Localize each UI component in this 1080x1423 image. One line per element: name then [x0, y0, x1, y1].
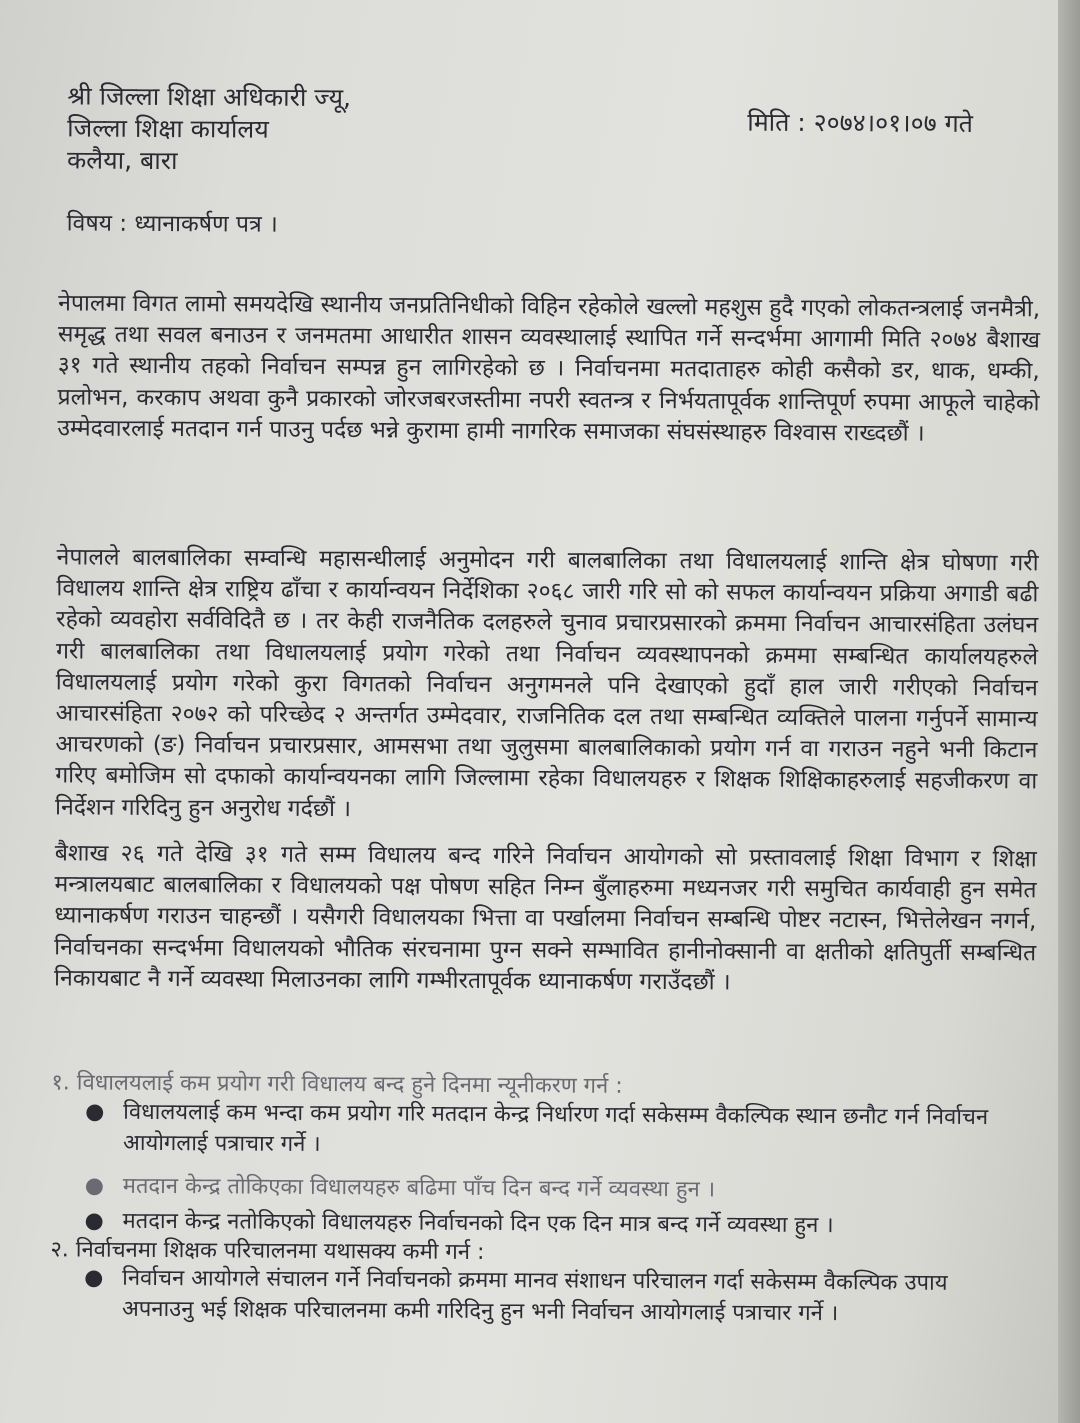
bullet-dot-icon: ●: [84, 1173, 105, 1199]
point-heading-2: २. निर्वाचनमा शिक्षक परिचालनमा यथासक्य कमी गर्न :: [50, 1237, 485, 1265]
letter-date: मिति : २०७४।०१।०७ गते: [747, 107, 974, 138]
bullet-item: [85, 1097, 1025, 1165]
bullet-dot-icon: ●: [84, 1265, 104, 1291]
bullet-text: मतदान केन्द्र तोकिएका विधालयहरु बढिमा पाँच दिन बन्द गर्ने व्यवस्था हुन ।: [122, 1173, 716, 1203]
recipient-line-3: कलैया, बारा: [66, 145, 178, 176]
recipient-line-1: श्री जिल्ला शिक्षा अधिकारी ज्यू,: [67, 81, 352, 113]
bullet-text: विधालयलाई कम भन्दा कम प्रयोग गरि मतदान केन्द्र निर्धारण गर्दा सकेसम्म वैकल्पिक स्थान छनौट गर्न निर्वाचन आयोगलाई पत्राचार गर्ने ।: [122, 1099, 989, 1157]
page-edge-shadow: [1058, 0, 1080, 1423]
recipient-address: [67, 80, 351, 178]
body-paragraph-3: बैशाख २६ गते देखि ३१ गते सम्म विधालय बन्द गरिने निर्वाचन आयोगको सो प्रस्तावलाई शिक्षा विभाग र शिक्षा मन्त्रालयबाट बालबालिका र विधालयको पक्ष पोषण सहित निम्न बुँलाहरुमा मध्यनजर गरी समुचित कार्यवाही हुन समेत ध्यानाकर्षण गराउन चाहन्छौं । यसैगरी विधालयका भित्ता वा पर्खालमा निर्वाचन सम्बन्धि पोष्टर नटास्न, भित्तेलेखन नगर्न, निर्वाचनका सन्दर्भमा विधालयको भौतिक संरचनामा पुग्न सक्ने सम्भावित हानीनोक्सानी वा क्षतीको क्षतिपुर्ती सम्बन्धित निकायबाट नै गर्ने व्यवस्था मिलाउनका लागि गम्भीरतापूर्वक ध्यानाकर्षण गराउँदछौं ।: [53, 840, 1037, 996]
body-paragraph-2: नेपालले बालबालिका सम्वन्धि महासन्धीलाई अनुमोदन गरी बालबालिका तथा विधालयलाई शान्ति क्षेत्र घोषणा गरी विधालय शान्ति क्षेत्र राष्ट्रिय ढाँचा र कार्यान्वयन निर्देशिका २०६८ जारी गरि सो को सफल कार्यान्वयन प्रक्रिया अगाडी बढी रहेको व्यवहोरा सर्वविदितै छ । तर केही राजनैतिक दलहरुले चुनाव प्रचारप्रसारको क्रममा निर्वाचन आचारसंहिता उलंघन गरी बालबालिका तथा विधालयलाई प्रयोग गरेको तथा निर्वाचन व्यवस्थापनको क्रममा सम्बन्धित कार्यालयहरुले विधालयलाई प्रयोग गरेको कुरा विगतको निर्वाचन अनुगमनले पनि देखाएको हुदाँ हाल जारी गरीएको निर्वाचन आचारसंहिता २०७२ को परिच्छेद २ अन्तर्गत उम्मेदवार, राजनितिक दल तथा सम्बन्धित व्यक्तिले पालना गर्नुपर्ने सामान्य आचरणको (ङ) निर्वाचन प्रचारप्रसार, आमसभा तथा जुलुसमा बालबालिकाको प्रयोग गर्न वा गराउन नहुने भनी किटान गरिए बमोजिम सो दफाको कार्यान्वयनका लागि जिल्लामा रहेका विधालयहरु र शिक्षक शिक्षिकाहरुलाई सहजीकरण वा निर्देशन गरिदिनु हुन अनुरोध गर्दछौं ।: [54, 544, 1039, 822]
bullet-dot-icon: ●: [84, 1208, 104, 1234]
bullet-text: निर्वाचन आयोगले संचालन गर्ने निर्वाचनको क्रममा मानव संशाधन परिचालन गर्दा सकेसम्म वैकल्पिक उपाय अपनाउनु भई शिक्षक परिचालनमा कमी गरिदिनु हुन भनी निर्वाचन आयोगलाई पत्राचार गर्ने ।: [121, 1265, 948, 1327]
bullet-item: [85, 1171, 1025, 1208]
bullet-item: [84, 1263, 1024, 1331]
bullet-text: मतदान केन्द्र नतोकिएको विधालयहरु निर्वाचनको दिन एक दिन मात्र बन्द गर्ने व्यवस्था हुन ।: [122, 1208, 834, 1239]
point-heading-1: १. विधालयलाई कम प्रयोग गरी विधालय बन्द हुने दिनमा न्यूनीकरण गर्न :: [51, 1070, 623, 1099]
body-paragraph-1: नेपालमा विगत लामो समयदेखि स्थानीय जनप्रतिनिधीको विहिन रहेकोले खल्लो महशुस हुदै गएको लोकतन्त्रलाई जनमैत्री, समृद्ध तथा सवल बनाउन र जनमतमा आधारीत शासन व्यवस्थालाई स्थापित गर्ने सन्दर्भमा आगामी मिति २०७४ बैशाख ३१ गते स्थानीय तहको निर्वाचन सम्पन्न हुन लागिरहेको छ । निर्वाचनमा मतदाताहरु कोही कसैको डर, धाक, धम्की, प्रलोभन, करकाप अथवा कुनै प्रकारको जोरजबरजस्तीमा नपरी स्वतन्त्र र निर्भयतापूर्वक शान्तिपूर्ण रुपमा आफूले चाहेको उम्मेदवारलाई मतदान गर्न पाउनु पर्दछ भन्ने कुरामा हामी नागरिक समाजका संघसंस्थाहरु विश्वास राख्दछौं ।: [57, 290, 1041, 447]
bullet-dot-icon: ●: [85, 1099, 105, 1125]
letter-subject: विषय : ध्यानाकर्षण पत्र ।: [66, 210, 278, 238]
recipient-line-2: जिल्ला शिक्षा कार्यालय: [67, 113, 269, 144]
